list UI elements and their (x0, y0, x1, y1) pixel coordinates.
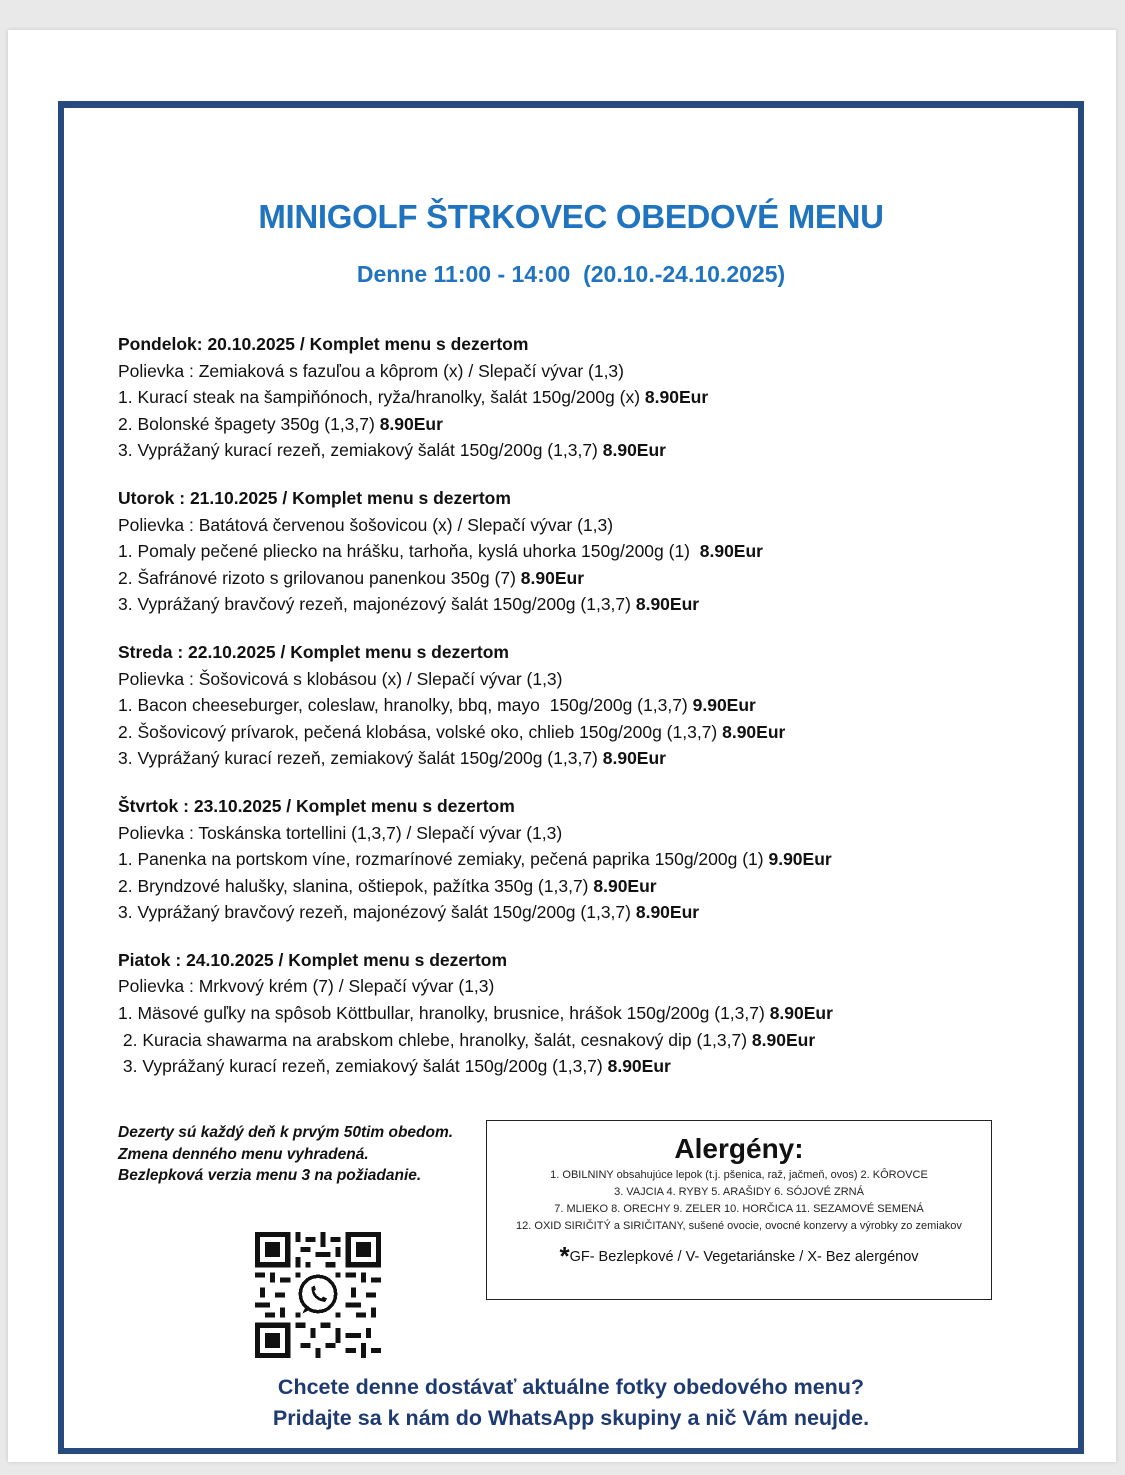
whatsapp-qr-code[interactable] (255, 1232, 381, 1358)
day-friday (118, 947, 1018, 1080)
day-heading: Piatok : 24.10.2025 / Komplet menu s dezertom (118, 949, 508, 970)
item-price: 8.90Eur (379, 413, 443, 434)
day-heading: Streda : 22.10.2025 / Komplet menu s dezertom (118, 641, 509, 662)
menu-frame (58, 101, 1084, 1454)
allergens-line: 1. OBILNINY obsahujúce lepok (t.j. pšenica, raž, jačmeň, ovos) 2. KÔROVCE (550, 1169, 928, 1181)
item-text: 1. Pomaly pečené pliecko na hrášku, tarhoňa, kyslá uhorka 150g/200g (1) (118, 541, 700, 562)
menu-item (118, 745, 1018, 772)
whatsapp-icon (295, 1272, 341, 1318)
day-heading: Pondelok: 20.10.2025 / Komplet menu s dezertom (118, 334, 529, 354)
item-price: 8.90Eur (699, 541, 763, 562)
allergens-heading: Alergény: (674, 1133, 804, 1164)
day-tuesday (118, 485, 1018, 618)
note-line: Zmena denného menu vyhradená. (118, 1145, 369, 1163)
item-price: 8.90Eur (602, 748, 666, 769)
item-text: 2. Bryndzové halušky, slanina, oštiepok, pažítka 350g (1,3,7) (118, 875, 594, 896)
item-text: 1. Kurací steak na šampiňónoch, ryža/hranolky, šalát 150g/200g (x) (118, 387, 645, 408)
menu-item (118, 1000, 1018, 1027)
promo-line: Chcete denne dostávať aktuálne fotky obedového menu? (277, 1375, 865, 1399)
day-heading: Štvrtok : 23.10.2025 / Komplet menu s dezertom (118, 795, 515, 816)
note-line: Bezlepková verzia menu 3 na požiadanie. (118, 1167, 422, 1184)
menu-title: MINIGOLF ŠTRKOVEC OBEDOVÉ MENU (258, 198, 884, 235)
allergens-box (486, 1120, 992, 1300)
menu-item (118, 591, 1018, 618)
menu-item (118, 846, 1018, 873)
menu-item (118, 384, 1018, 411)
item-text: 3. Vyprážaný kurací rezeň, zemiakový šalát 150g/200g (1,3,7) (118, 440, 603, 461)
item-price: 9.90Eur (692, 695, 756, 716)
menu-item (118, 692, 1018, 719)
item-price: 9.90Eur (768, 849, 832, 870)
item-price: 8.90Eur (751, 1029, 816, 1050)
day-monday (118, 331, 1018, 464)
item-price: 8.90Eur (635, 902, 700, 923)
menu-item (118, 437, 1018, 464)
menu-item (118, 719, 1018, 746)
menu-item (118, 411, 1018, 438)
soup-line: Polievka : Mrkvový krém (7) / Slepačí vývar (1,3) (118, 976, 495, 997)
day-heading: Utorok : 21.10.2025 / Komplet menu s dezertom (118, 487, 511, 508)
item-price: 8.90Eur (769, 1003, 833, 1024)
menu-item (118, 538, 1018, 565)
menu-item (118, 565, 1018, 592)
soup-line: Polievka : Toskánska tortellini (1,3,7) / Slepačí vývar (1,3) (118, 822, 563, 843)
soup-line: Polievka : Zemiaková s fazuľou a kôprom (x) / Slepačí vývar (1,3) (118, 360, 624, 381)
item-text: 3. Vyprážaný bravčový rezeň, majonézový šalát 150g/200g (1,3,7) (118, 594, 636, 615)
note-line: Dezerty sú každý deň k prvým 50tim obedom. (118, 1124, 454, 1141)
asterisk: * (559, 1241, 570, 1271)
item-price: 8.90Eur (635, 594, 700, 615)
whatsapp-promo (64, 1372, 1078, 1434)
soup-line: Polievka : Batátová červenou šošovicou (x) / Slepačí vývar (1,3) (118, 514, 614, 535)
promo-line: Pridajte sa k nám do WhatsApp skupiny a nič Vám neujde. (272, 1406, 870, 1430)
weekly-menu (118, 331, 1018, 1101)
item-text: 1. Panenka na portskom víne, rozmarínové zemiaky, pečená paprika 150g/200g (1) (118, 849, 769, 870)
item-price: 8.90Eur (644, 387, 709, 408)
item-text: 2. Šafránové rizoto s grilovanou panenkou 350g (7) (118, 567, 521, 588)
soup-line: Polievka : Šošovicová s klobásou (x) / Slepačí vývar (1,3) (118, 668, 563, 689)
item-text: 1. Mäsové guľky na spôsob Köttbullar, hranolky, brusnice, hrášok 150g/200g (1,3,7) (118, 1003, 770, 1024)
item-text: 2. Kuracia shawarma na arabskom chlebe, hranolky, šalát, cesnakový dip (1,3,7) (118, 1029, 752, 1050)
item-text: 2. Bolonské špagety 350g (1,3,7) (118, 413, 380, 434)
allergens-line: 7. MLIEKO 8. ORECHY 9. ZELER 10. HORČICA 11. SEZAMOVÉ SEMENÁ (554, 1203, 924, 1215)
item-price: 8.90Eur (607, 1056, 671, 1077)
item-text: 3. Vyprážaný kurací rezeň, zemiakový šalát 150g/200g (1,3,7) (118, 748, 603, 769)
day-thursday (118, 793, 1018, 926)
day-wednesday (118, 639, 1018, 772)
menu-item (118, 1053, 1018, 1080)
allergens-list (487, 1167, 991, 1235)
item-text: 2. Šošovicový prívarok, pečená klobása, volské oko, chlieb 150g/200g (1,3,7) (118, 721, 723, 742)
menu-subtitle: Denne 11:00 - 14:00 (20.10.-24.10.2025) (356, 261, 786, 287)
item-price: 8.90Eur (602, 440, 666, 461)
item-text: 3. Vyprážaný bravčový rezeň, majonézový šalát 150g/200g (1,3,7) (118, 902, 636, 923)
item-price: 8.90Eur (593, 875, 657, 896)
dessert-notes (118, 1122, 478, 1187)
menu-item (118, 899, 1018, 926)
item-text: 1. Bacon cheeseburger, coleslaw, hranolky, bbq, mayo 150g/200g (1,3,7) (118, 695, 693, 716)
menu-item (118, 1027, 1018, 1054)
diet-legend (487, 1241, 991, 1272)
menu-item (118, 873, 1018, 900)
item-price: 8.90Eur (722, 721, 786, 742)
item-text: 3. Vyprážaný kurací rezeň, zemiakový šalát 150g/200g (1,3,7) (118, 1056, 608, 1077)
diet-legend-text: GF- Bezlepkové / V- Vegetariánske / X- Bez alergénov (569, 1249, 919, 1265)
item-price: 8.90Eur (520, 567, 584, 588)
allergens-line: 12. OXID SIRIČITÝ a SIRIČITANY, sušené ovocie, ovocné konzervy a výrobky zo zemiakov (516, 1220, 962, 1232)
menu-sheet (8, 30, 1116, 1462)
allergens-line: 3. VAJCIA 4. RYBY 5. ARAŠIDY 6. SÓJOVÉ ZRNÁ (614, 1186, 864, 1198)
